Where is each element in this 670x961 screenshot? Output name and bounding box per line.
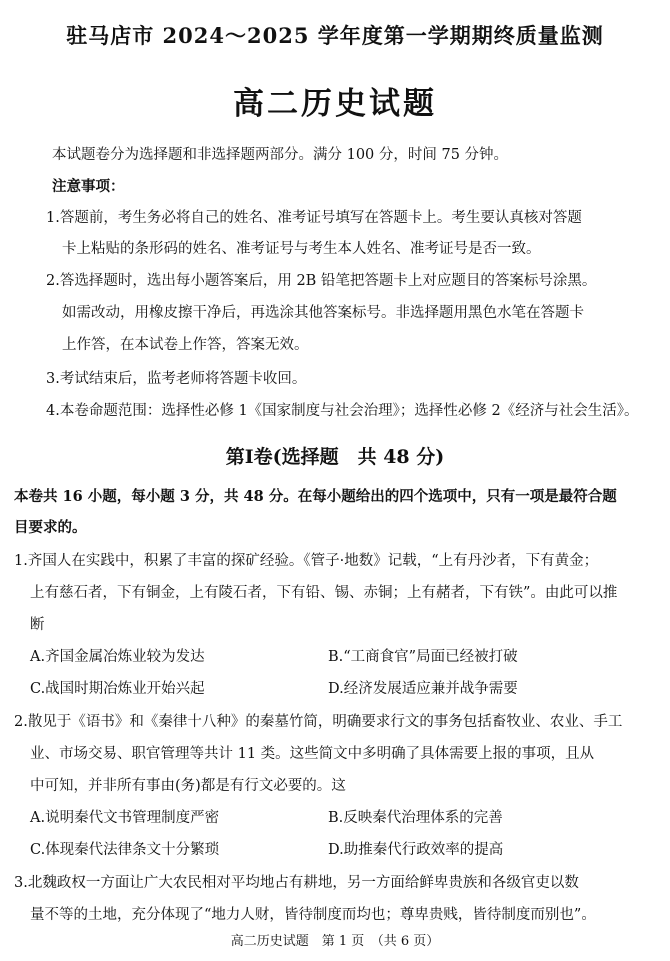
notice-line: 如需改动，用橡皮擦干净后，再选涂其他答案标号。非选择题用黑色水笔在答题卡 — [62, 305, 584, 321]
question-stem: 量不等的土地，充分体现了“地力人财，皆待制度而均也；尊卑贵贱，皆待制度而别也”。 — [30, 907, 596, 923]
notice-line: 上作答，在本试卷上作答，答案无效。 — [62, 337, 309, 353]
intro-text: 本试题卷分为选择题和非选择题两部分。满分 100 分，时间 75 分钟。 — [52, 147, 509, 163]
question-stem: 断 — [30, 617, 45, 633]
notice-line: 2.答选择题时，选出每小题答案后，用 2B 铅笔把答题卡上对应题目的答案标号涂黑。 — [46, 273, 597, 289]
notice-line: 4.本卷命题范围：选择性必修 1《国家制度与社会治理》；选择性必修 2《经济与社会生活》。 — [46, 403, 639, 419]
option-b: B.“工商食官”局面已经被打破 — [328, 649, 518, 665]
notice-heading: 注意事项： — [52, 178, 125, 195]
option-d: D.经济发展适应兼并战争需要 — [328, 681, 518, 697]
question-stem: 业、市场交易、职官管理等共计 11 类。这些简文中多明确了具体需要上报的事项，且从 — [30, 746, 595, 762]
option-d: D.助推秦代行政效率的提高 — [328, 842, 504, 858]
notice-line: 卡上粘贴的条形码的姓名、准考证号与考生本人姓名、准考证号是否一致。 — [62, 241, 541, 257]
question-stem: 2.散见于《语书》和《秦律十八种》的秦墓竹简，明确要求行文的事务包括畜牧业、农业、手工 — [14, 714, 623, 730]
question-stem: 中可知，并非所有事由(务)都是有行文必要的。这 — [30, 778, 346, 794]
section-title: 第Ⅰ卷(选择题 共 48 分) — [225, 446, 445, 468]
page-footer: 高二历史试题 第 1 页 （共 6 页） — [230, 934, 440, 949]
notice-line: 1.答题前，考生务必将自己的姓名、准考证号填写在答题卡上。考生要认真核对答题 — [46, 210, 582, 226]
section-instruction: 本卷共 16 小题，每小题 3 分，共 48 分。在每小题给出的四个选项中，只有一项是最符合题 — [14, 488, 617, 505]
option-c: C.战国时期冶炼业开始兴起 — [30, 681, 205, 697]
notice-line: 3.考试结束后，监考老师将答题卡收回。 — [46, 371, 307, 387]
option-a: A.齐国金属冶炼业较为发达 — [30, 649, 205, 665]
option-c: C.体现秦代法律条文十分繁琐 — [30, 842, 220, 858]
option-b: B.反映秦代治理体系的完善 — [328, 810, 503, 826]
section-instruction: 目要求的。 — [14, 519, 87, 536]
question-stem: 3.北魏政权一方面让广大农民相对平均地占有耕地，另一方面给鲜卑贵族和各级官吏以数 — [14, 875, 579, 891]
exam-name: 驻马店市 2024～2025 学年度第一学期期终质量监测 — [66, 23, 604, 48]
question-stem: 上有慈石者，下有铜金，上有陵石者，下有铅、锡、赤铜；上有赭者，下有铁”。由此可以推 — [30, 585, 618, 601]
question-stem: 1.齐国人在实践中，积累了丰富的探矿经验。《管子·地数》记载，“上有丹沙者，下有黄金； — [14, 553, 599, 569]
option-a: A.说明秦代文书管理制度严密 — [30, 810, 220, 826]
page-title: 高二历史试题 — [233, 86, 437, 122]
